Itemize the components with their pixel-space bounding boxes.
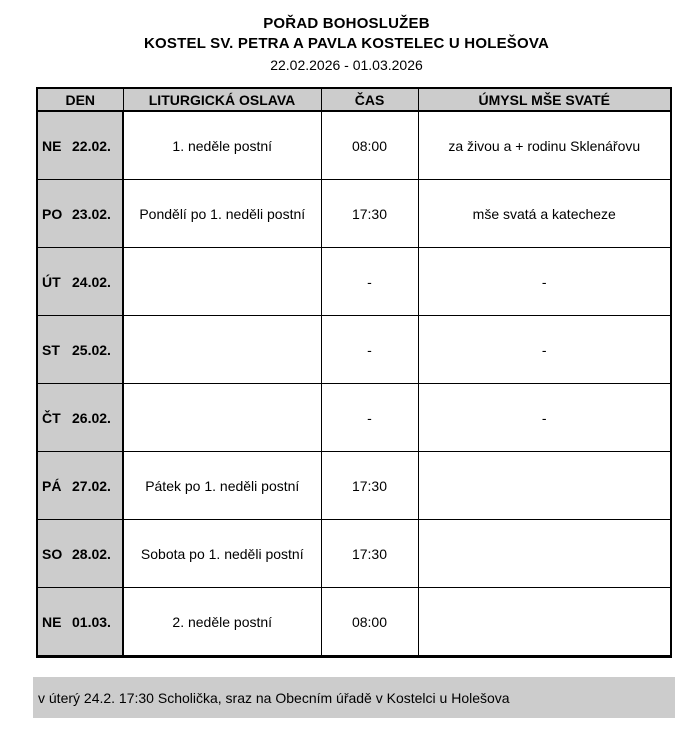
date-range: 22.02.2026 - 01.03.2026 (270, 57, 423, 73)
celebration-cell: 2. neděle postní (123, 588, 321, 657)
time-cell: - (321, 248, 418, 316)
time-cell: 17:30 (321, 520, 418, 588)
day-cell (37, 316, 123, 384)
celebration-cell (123, 384, 321, 452)
page-subtitle: KOSTEL SV. PETRA A PAVLA KOSTELEC U HOLEŠOVA (144, 35, 549, 52)
celebration-cell: Sobota po 1. neděli postní (123, 520, 321, 588)
column-header-celebration: LITURGICKÁ OSLAVA (123, 88, 321, 111)
day-cell (37, 248, 123, 316)
day-date: 22.02. (72, 137, 111, 154)
table-row (37, 452, 671, 520)
day-cell (37, 520, 123, 588)
intention-cell (418, 520, 671, 588)
intention-cell: za živou a + rodinu Sklenářovu (418, 111, 671, 180)
column-header-day: DEN (37, 88, 123, 111)
day-date: 25.02. (72, 341, 111, 358)
intention-cell (418, 452, 671, 520)
day-cell (37, 111, 123, 180)
table-row (37, 520, 671, 588)
day-date: 01.03. (72, 613, 111, 630)
time-cell: - (321, 384, 418, 452)
title-block (0, 0, 693, 75)
day-abbr: PÁ (42, 477, 62, 494)
note-bar (33, 677, 675, 718)
mass-schedule-table (36, 87, 672, 658)
table-row (37, 588, 671, 657)
table-header-row (37, 88, 671, 111)
column-header-intention: ÚMYSL MŠE SVATÉ (418, 88, 671, 111)
day-abbr: NE (42, 137, 62, 154)
day-date: 23.02. (72, 205, 111, 222)
celebration-cell: Pondělí po 1. neděli postní (123, 180, 321, 248)
day-cell (37, 588, 123, 657)
day-abbr: ČT (42, 409, 61, 426)
page-title: POŘAD BOHOSLUŽEB (263, 15, 430, 32)
day-date: 28.02. (72, 545, 111, 562)
table-row (37, 384, 671, 452)
celebration-cell: 1. neděle postní (123, 111, 321, 180)
time-cell: 17:30 (321, 180, 418, 248)
day-date: 27.02. (72, 477, 111, 494)
table-row (37, 111, 671, 180)
celebration-cell (123, 248, 321, 316)
day-cell (37, 452, 123, 520)
note-text: v úterý 24.2. 17:30 Scholička, sraz na Obecním úřadě v Kostelci u Holešova (38, 689, 510, 706)
intention-cell: mše svatá a katecheze (418, 180, 671, 248)
day-abbr: ST (42, 341, 60, 358)
celebration-cell: Pátek po 1. neděli postní (123, 452, 321, 520)
intention-cell: - (418, 248, 671, 316)
table-row (37, 316, 671, 384)
celebration-cell (123, 316, 321, 384)
table-row (37, 180, 671, 248)
day-abbr: NE (42, 613, 62, 630)
table-row (37, 248, 671, 316)
table-body (37, 111, 671, 657)
intention-cell (418, 588, 671, 657)
day-abbr: ÚT (42, 273, 61, 290)
intention-cell: - (418, 316, 671, 384)
day-date: 24.02. (72, 273, 111, 290)
time-cell: 08:00 (321, 111, 418, 180)
intention-cell: - (418, 384, 671, 452)
day-cell (37, 384, 123, 452)
time-cell: 08:00 (321, 588, 418, 657)
column-header-time: ČAS (321, 88, 418, 111)
day-cell (37, 180, 123, 248)
day-date: 26.02. (72, 409, 111, 426)
day-abbr: PO (42, 205, 63, 222)
time-cell: - (321, 316, 418, 384)
day-abbr: SO (42, 545, 63, 562)
time-cell: 17:30 (321, 452, 418, 520)
